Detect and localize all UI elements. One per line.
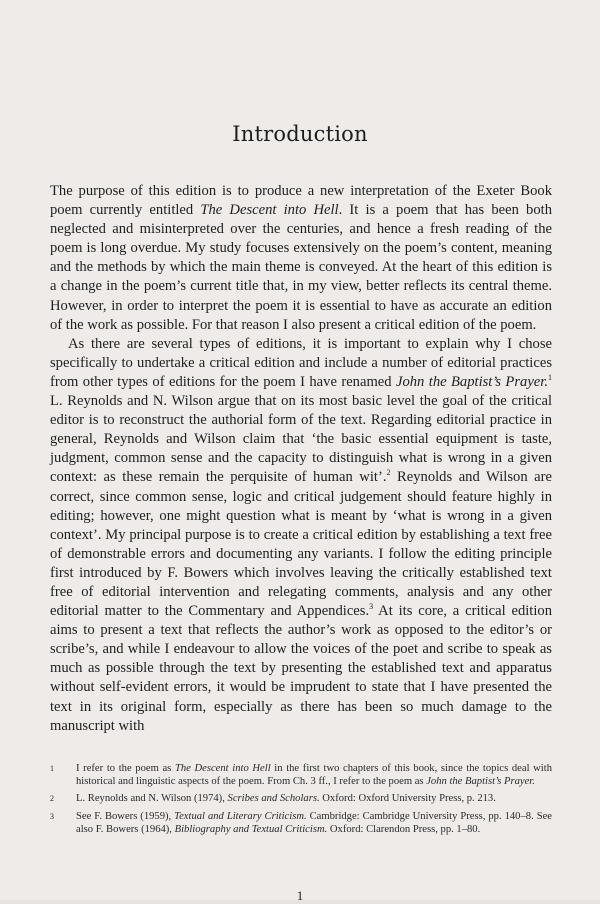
text-run: See F. Bowers (1959), [76, 810, 175, 822]
text-run: At its core, a critical edition aims to present a text that reflects the author’s work as opposed to the editor’s or scribe’s, and while I endeavour to allow the voices of the poet and scribe to speak as much as possible through the text by presenting the established text and apparatus without self-evident errors, it would be imprudent to state that I have presented the text in its original form, especially as there has been so much damage to the manuscript with [50, 603, 553, 734]
footnote-ref: 2 [386, 468, 391, 478]
italic-title: Textual and Literary Criticism. [174, 810, 307, 822]
footnote-number: 2 [50, 794, 54, 804]
footnote [50, 762, 552, 788]
text-run: in the first two chapters of this book, since the topics deal with historical and linguistic aspects of the poem. From Ch. 3 ff., I refer to the poem as [76, 763, 552, 788]
text-run: As there are several types of editions, it is important to explain why I chose specifically to undertake a critical edition and include a number of editorial practices from other types of editions for the poem I have renamed [50, 335, 552, 390]
page-number: 1 [296, 888, 304, 903]
footnote-ref: 3 [369, 602, 374, 612]
italic-title: John the Baptist’s Prayer. [395, 373, 548, 390]
footnote-ref: 1 [547, 373, 552, 383]
text-run: Cambridge: Cambridge University Press, pp. 140–8. See also F. Bowers (1964), [76, 810, 552, 835]
text-run: L. Reynolds and N. Wilson argue that on its most basic level the goal of the critical editor is to reconstruct the authorial form of the text. Regarding editorial practice in general, Reynolds and Wilson claim that ‘the basic essential equipment is taste, judgment, common sense and the capacity to distinguish what is wrong in a given context: as these remain the perquisite of human wit’. [50, 393, 552, 486]
text-run: Oxford: Oxford University Press, p. 213. [319, 793, 496, 805]
paragraph [50, 182, 552, 335]
text-run: The purpose of this edition is to produce a new interpretation of the Exeter Book poem currently entitled [50, 183, 552, 219]
italic-title: Scribes and Scholars. [227, 793, 320, 805]
text-run: Reynolds and Wilson are correct, since common sense, logic and critical judgement should feature highly in editing; however, one might question what is meant by ‘what is wrong in a given context’. My principal purpose is to create a critical edition by establishing a text free of demonstrable errors and documenting any variants. I follow the editing principle first introduced by F. Bowers which involves leaving the critically established text free of editorial intervention and relegating comments, analysis and any other editorial matter to the Commentary and Appendices. [50, 469, 552, 620]
italic-title: The Descent into Hell [174, 763, 271, 774]
italic-title: Bibliography and Textual Criticism. [174, 823, 328, 835]
footnotes [50, 762, 552, 840]
text-run: L. Reynolds and N. Wilson (1974), [76, 793, 228, 805]
text-run: I refer to the poem as [76, 763, 175, 774]
body-text [50, 182, 552, 736]
text-run: Oxford: Clarendon Press, pp. 1–80. [327, 823, 481, 835]
page-title: Introduction [232, 122, 368, 146]
footnote-number: 3 [50, 811, 54, 821]
paragraph [50, 335, 552, 736]
italic-title: John the Baptist’s Prayer. [426, 776, 535, 788]
footnote [50, 792, 552, 805]
footnote [50, 810, 552, 836]
italic-title: The Descent into Hell [200, 202, 339, 219]
text-run: . It is a poem that has been both neglected and misinterpreted over the centuries, and hence a fresh reading of the poem is long overdue. My study focuses extensively on the poem’s content, meaning and the methods by which the main theme is conveyed. At the heart of this edition is a change in the poem’s current title that, in my view, better reflects its central theme. However, in order to interpret the poem it is essential to have as accurate an edition of the work as possible. For that reason I also present a critical edition of the poem. [50, 202, 552, 333]
footnote-number: 1 [50, 764, 54, 773]
